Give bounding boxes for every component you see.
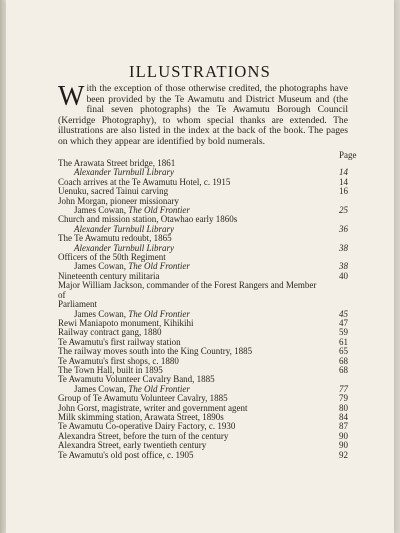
entry-title: Church and mission station, Otawhao early 1860s bbox=[58, 214, 238, 225]
entry-credit: James Cowan, bbox=[74, 308, 129, 319]
entry-page-number: 80 bbox=[339, 402, 348, 413]
page-column-header: Page bbox=[339, 150, 357, 160]
illustration-list bbox=[58, 159, 350, 460]
entry-title: Alexandra Street, early twentieth century bbox=[58, 440, 207, 451]
list-item bbox=[58, 281, 350, 300]
entry-credit-source: Alexander Turnbull Library bbox=[74, 167, 175, 178]
entry-page-number: 87 bbox=[339, 421, 348, 432]
entry-page-number: 68 bbox=[339, 355, 348, 366]
entry-title: John Morgan, pioneer missionary bbox=[58, 195, 179, 206]
entry-credit-source: The Old Frontier bbox=[128, 205, 190, 216]
entry-credit-source: The Old Frontier bbox=[128, 261, 190, 272]
entry-title: Officers of the 50th Regiment bbox=[58, 252, 166, 263]
entry-title: Te Awamutu Co-operative Dairy Factory, c. 1930 bbox=[58, 421, 236, 432]
entry-title: Coach arrives at the Te Awamutu Hotel, c. 1915 bbox=[58, 176, 231, 187]
entry-page-number: 14 bbox=[339, 167, 348, 178]
list-item bbox=[58, 451, 350, 460]
entry-page-number: 79 bbox=[339, 393, 348, 404]
entry-title: Rewi Maniapoto monument, Kihikihi bbox=[58, 317, 194, 328]
entry-page-number: 45 bbox=[339, 308, 348, 319]
entry-title: Railway contract gang, 1880 bbox=[58, 327, 162, 338]
entry-title: The Town Hall, built in 1895 bbox=[58, 364, 163, 375]
entry-credit-source: Alexander Turnbull Library bbox=[74, 242, 175, 253]
entry-title: Te Awamutu's first railway station bbox=[58, 336, 181, 347]
entry-page-number: 61 bbox=[339, 336, 348, 347]
entry-title: Parliament bbox=[58, 299, 97, 310]
entry-credit: James Cowan, bbox=[74, 261, 129, 272]
entry-page-number: 77 bbox=[339, 383, 348, 394]
entry-title: Te Awamutu's first shops, c. 1880 bbox=[58, 355, 179, 366]
entry-page-number: 59 bbox=[339, 327, 348, 338]
page-title: ILLUSTRATIONS bbox=[128, 62, 272, 81]
entry-page-number: 38 bbox=[339, 261, 348, 272]
entry-page-number: 47 bbox=[339, 317, 348, 328]
entry-credit-source: The Old Frontier bbox=[128, 308, 190, 319]
entry-page-number: 14 bbox=[339, 176, 348, 187]
entry-title: Te Awamutu Volunteer Cavalry Band, 1885 bbox=[58, 374, 215, 385]
entry-title: John Gorst, magistrate, writer and government agent bbox=[58, 402, 248, 413]
entry-title: The railway moves south into the King Country, 1885 bbox=[58, 346, 253, 357]
entry-title: Te Awamutu's old post office, c. 1905 bbox=[58, 449, 194, 460]
entry-page-number: 84 bbox=[339, 411, 348, 422]
entry-title: Major William Jackson, commander of the Forest Rangers and Member of bbox=[58, 280, 317, 300]
entry-credit: James Cowan, bbox=[74, 205, 129, 216]
intro-text: ith the exception of those otherwise credited, the photographs have been provided by the Te Awamutu and District Museum and (the final seven photographs) the Te Awamutu Borough Council (Kerridge Photography), to whom special thanks are extended. The illustrations are also listed in the index at the back of the book. The pages on which they appear are identified by bold numerals. bbox=[58, 83, 348, 147]
entry-title: Group of Te Awamutu Volunteer Cavalry, 1885 bbox=[58, 393, 228, 404]
entry-page-number: 90 bbox=[339, 430, 348, 441]
entry-credit-source: The Old Frontier bbox=[128, 383, 190, 394]
drop-cap: W bbox=[58, 81, 85, 112]
entry-title: Nineteenth century militaria bbox=[58, 270, 160, 281]
entry-page-number: 25 bbox=[339, 205, 348, 216]
entry-page-number: 68 bbox=[339, 364, 348, 375]
entry-page-number: 92 bbox=[339, 449, 348, 460]
entry-page-number: 36 bbox=[339, 223, 348, 234]
entry-title: The Te Awamutu redoubt, 1865 bbox=[58, 233, 172, 244]
entry-title: Uenuku, sacred Tainui carving bbox=[58, 186, 169, 197]
entry-page-number: 40 bbox=[339, 270, 348, 281]
entry-credit: James Cowan, bbox=[74, 383, 129, 394]
entry-page-number: 16 bbox=[339, 186, 348, 197]
entry-page-number: 38 bbox=[339, 242, 348, 253]
intro-paragraph bbox=[58, 81, 348, 148]
entry-title: The Arawata Street bridge, 1861 bbox=[58, 158, 176, 168]
entry-title: Milk skimming station, Arawata Street, 1890s bbox=[58, 411, 224, 422]
entry-page-number: 65 bbox=[339, 346, 348, 357]
entry-page-number: 90 bbox=[339, 440, 348, 451]
entry-title: Alexandra Street, before the turn of the century bbox=[58, 430, 229, 441]
entry-credit-source: Alexander Turnbull Library bbox=[74, 223, 175, 234]
